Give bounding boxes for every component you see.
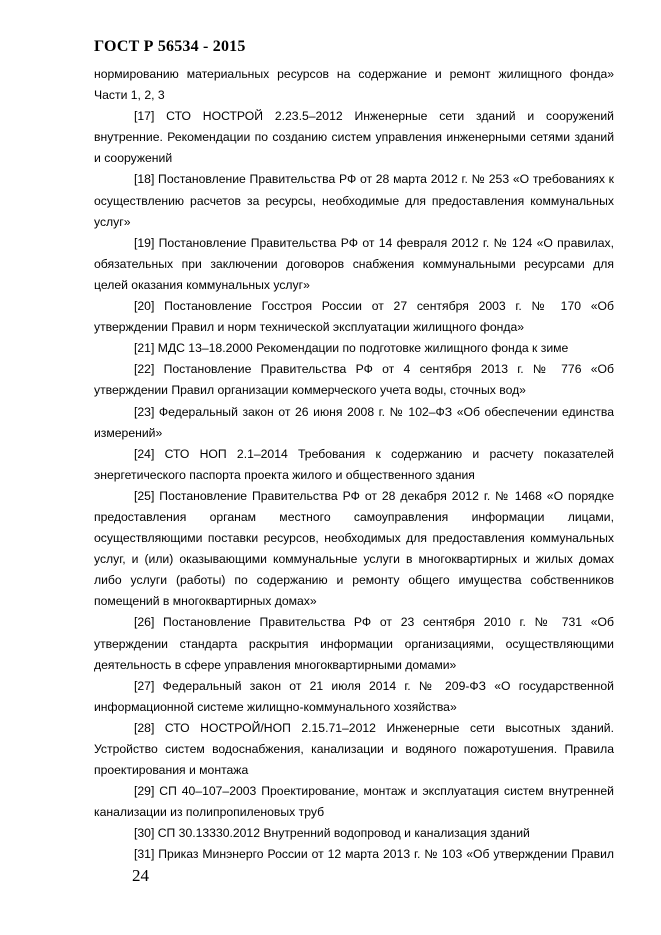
list-item: [27] Федеральный закон от 21 июля 2014 г. № 209-ФЗ «О государственной информационной системе жилищно-коммунального хозяйства» xyxy=(94,678,614,714)
list-item: [31] Приказ Минэнерго России от 12 марта 2013 г. № 103 «Об утверждении Правил xyxy=(134,847,614,862)
page-number: 24 xyxy=(132,866,149,885)
list-item: нормированию материальных ресурсов на содержание и ремонт жилищного фонда» Части 1, 2, 3 xyxy=(94,67,614,103)
list-item: [30] СП 30.13330.2012 Внутренний водопровод и канализация зданий xyxy=(134,826,530,841)
list-item: [21] МДС 13–18.2000 Рекомендации по подготовке жилищного фонда к зиме xyxy=(134,341,569,356)
list-item: [22] Постановление Правительства РФ от 4 сентября 2013 г. № 776 «Об утверждении Правил организации коммерческого учета воды, сточных вод» xyxy=(94,362,614,398)
bibliography-list xyxy=(94,64,614,866)
document-header: ГОСТ Р 56534 - 2015 xyxy=(94,38,246,55)
list-item: [25] Постановление Правительства РФ от 28 декабря 2012 г. № 1468 «О порядке предоставления органам местного самоуправления информации лицами, осуществляющими поставки ресурсов, необходимых для предоставления коммунальных услуг, и (или) оказывающими коммунальные услуги в многоквартирных и жилых домах либо услуги (работы) по содержанию и ремонту общего имущества собственников помещений в многоквартирных домах» xyxy=(94,488,614,609)
list-item: [26] Постановление Правительства РФ от 23 сентября 2010 г. № 731 «Об утверждении стандарта раскрытия информации организациями, осуществляющими деятельность в сфере управления многоквартирными домами» xyxy=(94,615,614,672)
list-item: [28] СТО НОСТРОЙ/НОП 2.15.71–2012 Инженерные сети высотных зданий. Устройство систем водоснабжения, канализации и водяного пожаротушения. Правила проектирования и монтажа xyxy=(94,720,614,778)
list-item: [23] Федеральный закон от 26 июня 2008 г. № 102–ФЗ «Об обеспечении единства измерений» xyxy=(94,404,614,440)
list-item: [29] СП 40–107–2003 Проектирование, монтаж и эксплуатация систем внутренней канализации из полипропиленовых труб xyxy=(94,784,614,820)
list-item: [24] СТО НОП 2.1–2014 Требования к содержанию и расчету показателей энергетического паспорта проекта жилого и общественного здания xyxy=(94,446,614,482)
list-item: [20] Постановление Госстроя России от 27 сентября 2003 г. № 170 «Об утверждении Правил и норм технической эксплуатации жилищного фонда» xyxy=(94,299,614,335)
list-item: [19] Постановление Правительства РФ от 14 февраля 2012 г. № 124 «О правилах, обязательных при заключении договоров снабжения коммунальными ресурсами для целей оказания коммунальных услуг» xyxy=(94,235,614,292)
list-item: [18] Постановление Правительства РФ от 28 марта 2012 г. № 253 «О требованиях к осуществлению расчетов за ресурсы, необходимые для предоставления коммунальных услуг» xyxy=(94,172,614,229)
list-item: [17] СТО НОСТРОЙ 2.23.5–2012 Инженерные сети зданий и сооружений внутренние. Рекомендации по созданию систем управления инженерными сетями зданий и сооружений xyxy=(94,109,614,166)
